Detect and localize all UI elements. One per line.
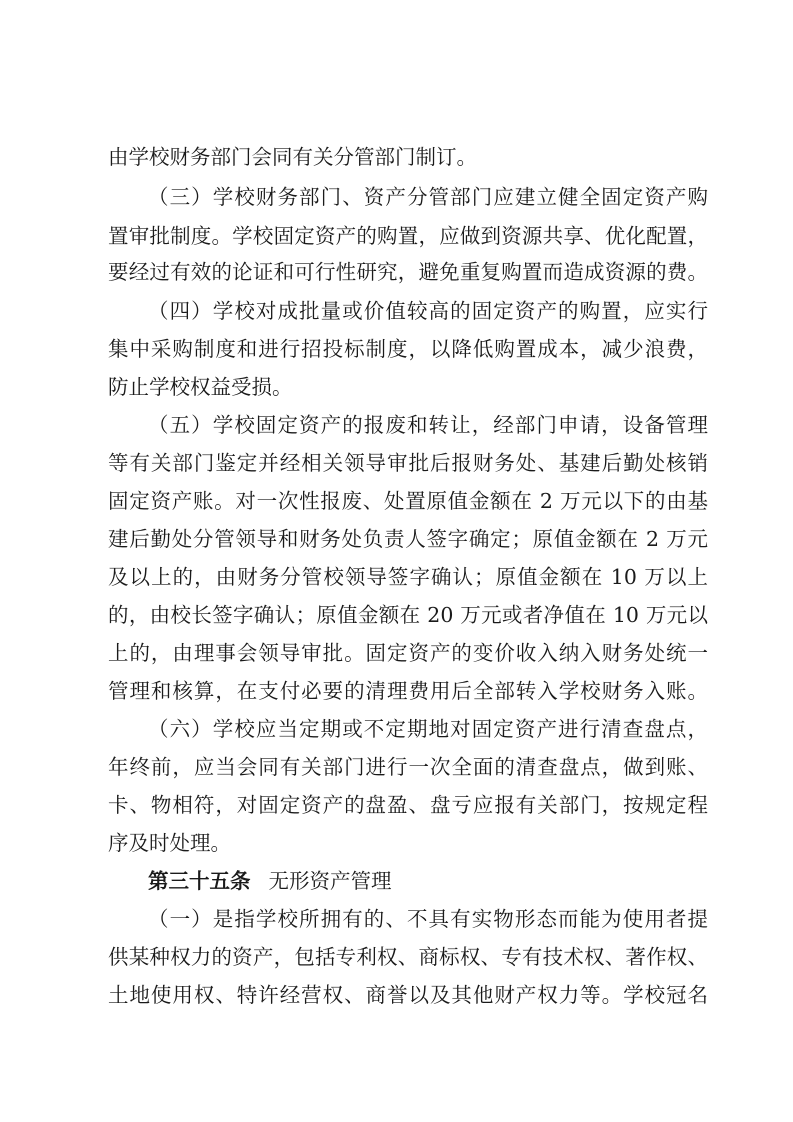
paragraph-line: （六）学校应当定期或不定期地对固定资产进行清查盘点， (148, 717, 708, 741)
paragraph-line: （三）学校财务部门、资产分管部门应建立健全固定资产购 (148, 185, 708, 209)
paragraph-line: （四）学校对成批量或价值较高的固定资产的购置，应实行 (148, 299, 708, 323)
paragraph-line: 等有关部门鉴定并经相关领导审批后报财务处、基建后勤处核销 (108, 451, 708, 475)
paragraph-line: 建后勤处分管领导和财务处负责人签字确定；原值金额在 2 万元 (108, 527, 708, 551)
paragraph-line: 由学校财务部门会同有关分管部门制订。 (108, 145, 477, 169)
article-heading (148, 864, 708, 898)
paragraph-line: 的，由校长签字确认；原值金额在 20 万元或者净值在 10 万元以 (108, 603, 708, 627)
paragraph-line: 上的，由理事会领导审批。固定资产的变价收入纳入财务处统一 (108, 641, 708, 665)
article-title: 无形资产管理 (268, 869, 392, 893)
paragraph-line: 供某种权力的资产，包括专利权、商标权、专有技术权、著作权、 (108, 945, 708, 969)
paragraph-line: 集中采购制度和进行招投标制度，以降低购置成本，减少浪费， (108, 337, 708, 361)
paragraph-line: 年终前，应当会同有关部门进行一次全面的清查盘点，做到账、 (108, 755, 708, 779)
paragraph-line: 要经过有效的论证和可行性研究，避免重复购置而造成资源的费。 (108, 260, 708, 284)
paragraph-line: 置审批制度。学校固定资产的购置，应做到资源共享、优化配置， (108, 224, 708, 248)
paragraph-line: 序及时处理。 (108, 831, 231, 855)
paragraph-line: （五）学校固定资产的报废和转让，经部门申请，设备管理 (148, 413, 708, 437)
article-number: 第三十五条 (148, 869, 251, 893)
paragraph-line: （一）是指学校所拥有的、不具有实物形态而能为使用者提 (148, 907, 708, 931)
paragraph-line: 防止学校权益受损。 (108, 375, 293, 399)
paragraph-line: 卡、物相符，对固定资产的盘盈、盘亏应报有关部门，按规定程 (108, 793, 708, 817)
paragraph-line: 固定资产账。对一次性报废、处置原值金额在 2 万元以下的由基 (108, 489, 708, 513)
paragraph-line: 及以上的，由财务分管校领导签字确认；原值金额在 10 万以上 (108, 565, 708, 589)
paragraph-line: 土地使用权、特许经营权、商誉以及其他财产权力等。学校冠名 (108, 983, 708, 1007)
paragraph-line: 管理和核算，在支付必要的清理费用后全部转入学校财务入账。 (108, 679, 708, 703)
